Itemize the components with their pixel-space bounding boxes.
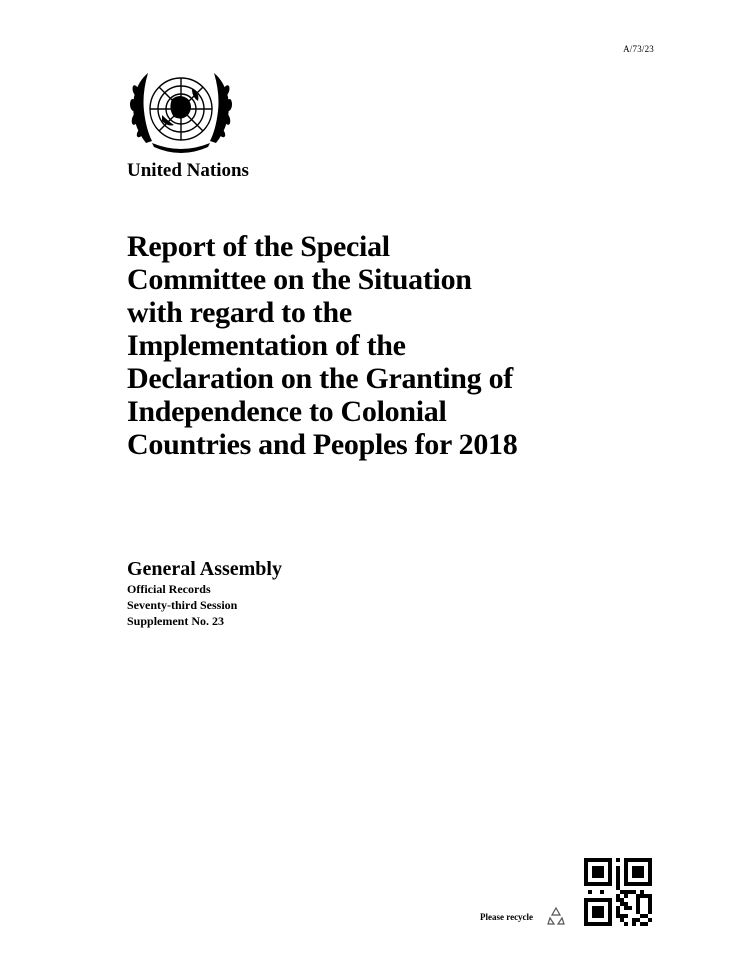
title-line: with regard to the <box>127 296 352 329</box>
title-line: Committee on the Situation <box>127 263 472 296</box>
qr-code <box>584 858 652 926</box>
assembly-name: General Assembly <box>127 558 282 580</box>
document-symbol: A/73/23 <box>623 44 654 54</box>
supplement-label: Supplement No. 23 <box>127 614 225 628</box>
title-line: Countries and Peoples for 2018 <box>127 428 518 461</box>
recycle-note: Please recycle <box>480 912 534 922</box>
organization-name: United Nations <box>127 160 249 181</box>
un-emblem-icon <box>122 63 240 159</box>
title-line: Declaration on the Granting of <box>127 362 513 395</box>
official-records-label: Official Records <box>127 582 211 596</box>
title-line: Independence to Colonial <box>127 395 447 428</box>
report-title <box>127 230 517 461</box>
assembly-info <box>127 557 282 629</box>
title-line: Implementation of the <box>127 329 406 362</box>
recycle-icon <box>546 906 566 926</box>
session-label: Seventy-third Session <box>127 598 238 612</box>
title-line: Report of the Special <box>127 230 390 263</box>
